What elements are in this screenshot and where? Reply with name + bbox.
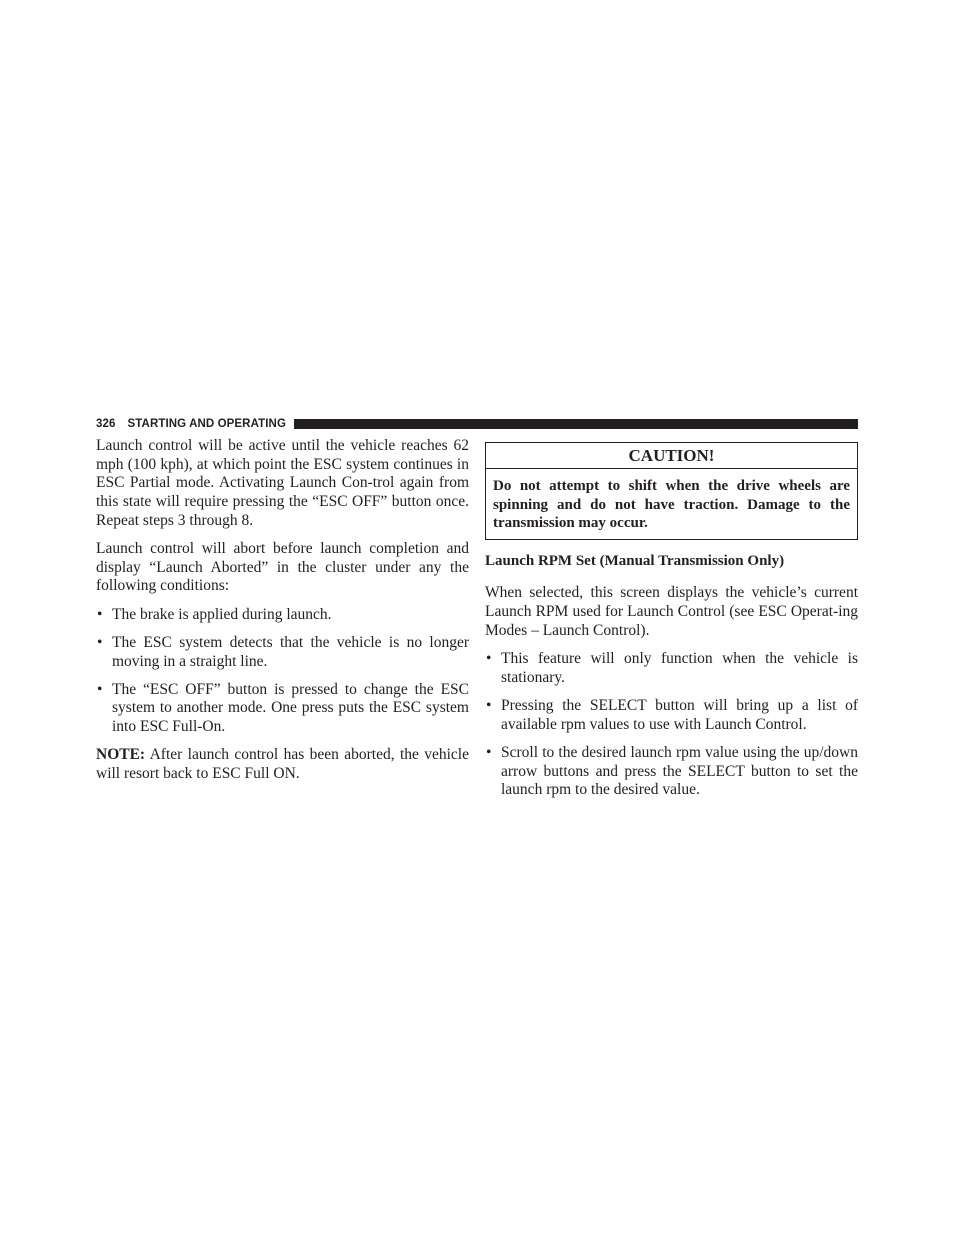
paragraph: When selected, this screen displays the vehicle’s current Launch RPM used for Launch Control (see ESC Operat-ing Modes – Launch Control). [485,584,858,639]
left-column [96,437,469,793]
bullet-icon: • [486,650,492,668]
paragraph: Launch control will abort before launch completion and display “Launch Aborted” in the cluster under any the following conditions: [96,540,469,595]
list-item [96,606,469,625]
caution-title: CAUTION! [486,443,857,469]
list-item [96,634,469,671]
list-item-text: The “ESC OFF” button is pressed to change the ESC system to another mode. One press puts the ESC system into ESC Full-On. [112,680,469,736]
bullet-icon: • [97,680,103,698]
note-paragraph [96,746,469,783]
note-label: NOTE: [96,746,146,764]
list-item [485,650,858,687]
caution-box [485,442,858,540]
list-item-text: The ESC system detects that the vehicle is no longer moving in a straight line. [112,633,469,670]
list-item-text: Scroll to the desired launch rpm value using the up/down arrow buttons and press the SELECT button to set the launch rpm to the desired value. [501,743,858,799]
bullet-icon: • [486,743,492,761]
bullet-list [485,650,858,800]
header-rule [294,419,858,429]
bullet-icon: • [486,697,492,714]
list-item-text: The brake is applied during launch. [112,605,332,623]
list-item [96,681,469,737]
list-item [485,744,858,800]
paragraph: Launch control will be active until the vehicle reaches 62 mph (100 kph), at which point the ESC system continues in ESC Partial mode. Activating Launch Con-trol again from this state will require pressing the “ESC OFF” button once. Repeat steps 3 through 8. [96,437,469,529]
list-item [485,697,858,734]
bullet-list [96,606,469,737]
list-item-text: This feature will only function when the vehicle is stationary. [501,650,858,686]
list-item-text: Pressing the SELECT button will bring up a list of available rpm values to use with Launch Control. [501,697,858,733]
page-number: 326 [96,418,116,430]
bullet-icon: • [97,633,103,651]
bullet-icon: • [97,605,103,623]
right-column [485,437,858,810]
page-header [96,417,858,431]
note-text: After launch control has been aborted, the vehicle will resort back to ESC Full ON. [96,746,469,783]
subheading: Launch RPM Set (Manual Transmission Only) [485,552,785,569]
section-title: STARTING AND OPERATING [127,418,287,430]
caution-text: Do not attempt to shift when the drive wheels are spinning and do not have traction. Damage to the transmission may occur. [493,478,850,532]
